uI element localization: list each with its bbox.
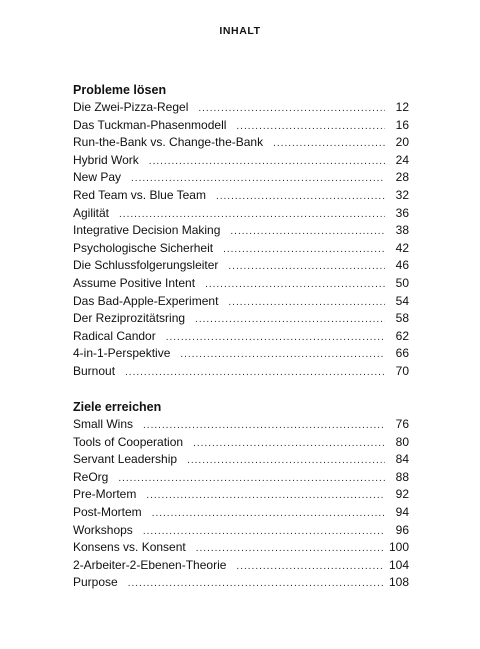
toc-entry-page-number: 16 (395, 117, 409, 132)
toc-entry-title: Agilität (73, 205, 110, 220)
toc-entry-title: Tools of Cooperation (73, 434, 184, 449)
toc-entry-page-number: 24 (395, 152, 409, 167)
toc-entry-title: Pre-Mortem (73, 487, 137, 502)
page-title: INHALT (219, 25, 261, 37)
toc-entry-title: Der Reziprozitätsring (73, 311, 186, 326)
toc-entry-page-number: 70 (395, 363, 409, 378)
toc-entry (73, 522, 409, 540)
dot-leader (118, 470, 385, 488)
toc-entry-title: Die Zwei-Pizza-Regel (73, 100, 189, 114)
toc-entry (73, 310, 409, 328)
dot-leader (146, 487, 385, 505)
toc-section-ziele-erreichen (73, 398, 409, 592)
dot-leader (228, 294, 385, 312)
dot-leader (216, 188, 385, 206)
toc-entry (73, 99, 409, 117)
dot-leader (193, 435, 385, 453)
toc-entry (73, 363, 409, 381)
dot-leader (125, 364, 385, 382)
dot-leader (128, 575, 383, 593)
toc-entry (73, 205, 409, 223)
toc-entry (73, 293, 409, 311)
dot-leader (152, 505, 385, 523)
dot-leader (223, 241, 385, 259)
dot-leader (180, 346, 385, 364)
toc-entry-page-number: 104 (388, 557, 409, 572)
dot-leader (196, 540, 383, 558)
toc-entry-page-number: 94 (395, 504, 409, 519)
dot-leader (236, 558, 383, 576)
dot-leader (236, 118, 385, 136)
dot-leader (166, 329, 385, 347)
dot-leader (119, 206, 385, 224)
toc-entry (73, 434, 409, 452)
toc-entry-page-number: 92 (395, 487, 409, 502)
toc-entry (73, 275, 409, 293)
dot-leader (143, 417, 385, 435)
toc-entry (73, 345, 409, 363)
toc-entry-page-number: 20 (395, 135, 409, 150)
section-heading: Ziele erreichen (73, 400, 162, 414)
dot-leader (228, 258, 385, 276)
toc-entry-title: New Pay (73, 170, 122, 185)
toc-entry-page-number: 84 (395, 452, 409, 467)
toc-entry-list (73, 99, 409, 381)
toc-section-probleme-loesen (73, 81, 409, 381)
dot-leader (195, 311, 385, 329)
toc-entry-title: Servant Leadership (73, 452, 178, 467)
toc-entry (73, 187, 409, 205)
toc-entry (73, 222, 409, 240)
toc-entry-title: Das Tuckman-Phasenmodell (73, 117, 227, 132)
dot-leader (149, 153, 385, 171)
toc-entry (73, 451, 409, 469)
dot-leader (131, 170, 385, 188)
dot-leader (205, 276, 385, 294)
toc-entry (73, 416, 409, 434)
toc-entry-title: Small Wins (73, 417, 134, 431)
dot-leader (198, 100, 385, 118)
toc-entry-page-number: 76 (395, 417, 409, 431)
toc-entry-page-number: 96 (395, 522, 409, 537)
toc-entry-page-number: 38 (395, 223, 409, 238)
toc-entry-page-number: 54 (395, 293, 409, 308)
toc-entry-page-number: 58 (395, 311, 409, 326)
dot-leader (230, 223, 385, 241)
toc-entry-title: Konsens vs. Konsent (73, 540, 186, 555)
toc-entry-page-number: 80 (395, 434, 409, 449)
dot-leader (273, 135, 385, 153)
toc-entry-page-number: 100 (388, 540, 409, 555)
toc-entry (73, 152, 409, 170)
toc-entry-title: Die Schlussfolgerungsleiter (73, 258, 219, 273)
toc-entry (73, 240, 409, 258)
toc-entry-title: 4-in-1-Perspektive (73, 346, 171, 361)
toc-entry-title: Psychologische Sicherheit (73, 240, 214, 255)
dot-leader (143, 523, 385, 541)
toc-entry-title: Integrative Decision Making (73, 223, 221, 238)
toc-entry (73, 504, 409, 522)
toc-entry-page-number: 12 (395, 100, 409, 114)
toc-entry-page-number: 28 (395, 170, 409, 185)
toc-entry (73, 328, 409, 346)
toc-entry-title: Assume Positive Intent (73, 275, 196, 290)
toc-entry-title: Das Bad-Apple-Experiment (73, 293, 219, 308)
toc-entry (73, 486, 409, 504)
toc-entry (73, 539, 409, 557)
toc-entry-title: Workshops (73, 522, 133, 537)
toc-entry-page-number: 62 (395, 328, 409, 343)
toc-entry (73, 257, 409, 275)
toc-entry-title: Purpose (73, 575, 118, 590)
toc-entry-title: ReOrg (73, 469, 109, 484)
toc-entry (73, 469, 409, 487)
toc-entry-page-number: 42 (395, 240, 409, 255)
toc-entry-page-number: 88 (395, 469, 409, 484)
toc-entry-title: 2-Arbeiter-2-Ebenen-Theorie (73, 557, 227, 572)
toc-entry (73, 557, 409, 575)
toc-entry-page-number: 66 (395, 346, 409, 361)
dot-leader (187, 452, 385, 470)
toc-entry-list (73, 416, 409, 592)
toc-entry-page-number: 32 (395, 187, 409, 202)
toc-entry-page-number: 50 (395, 275, 409, 290)
toc-entry-title: Post-Mortem (73, 504, 142, 519)
toc-entry-title: Hybrid Work (73, 152, 139, 167)
toc-entry (73, 169, 409, 187)
toc-entry-page-number: 36 (395, 205, 409, 220)
toc-entry (73, 574, 409, 592)
toc-entry-title: Radical Candor (73, 328, 156, 343)
toc-entry-title: Run-the-Bank vs. Change-the-Bank (73, 135, 264, 150)
toc-entry-page-number: 108 (388, 575, 409, 590)
toc-entry-page-number: 46 (395, 258, 409, 273)
toc-entry (73, 134, 409, 152)
toc-entry (73, 117, 409, 135)
toc-entry-title: Red Team vs. Blue Team (73, 187, 206, 202)
section-heading: Probleme lösen (73, 83, 167, 97)
toc-entry-title: Burnout (73, 363, 116, 378)
